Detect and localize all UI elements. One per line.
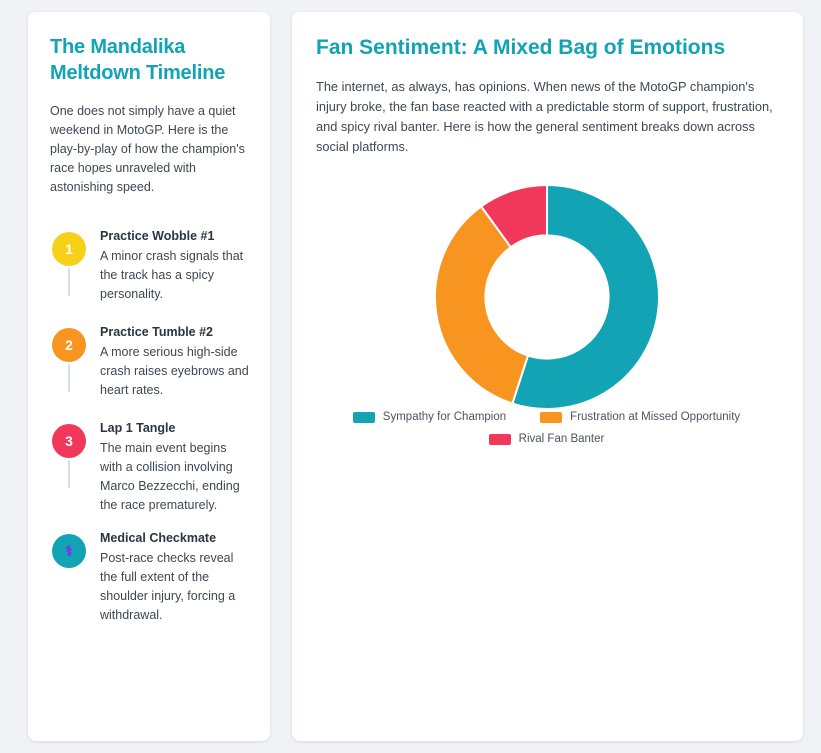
timeline-marker-label: 2 bbox=[65, 337, 73, 353]
timeline-title: The Mandalika Meltdown Timeline bbox=[50, 36, 226, 84]
timeline-item-body bbox=[88, 411, 250, 515]
timeline-connector bbox=[68, 460, 70, 488]
medical-icon bbox=[52, 534, 86, 568]
donut-chart-canvas bbox=[427, 177, 667, 397]
timeline-intro-text: One does not simply have a quiet weekend in MotoGP. Here is the play-by-play of how the champion's race hopes unraveled with astonishing speed. bbox=[50, 104, 245, 194]
timeline-list bbox=[50, 219, 250, 625]
timeline-marker-column bbox=[50, 411, 88, 490]
timeline-marker-label: 3 bbox=[65, 433, 73, 449]
timeline-item-body bbox=[88, 521, 250, 625]
timeline-marker-column bbox=[50, 219, 88, 298]
timeline-item-text: The main event begins with a collision involving Marco Bezzecchi, ending the race prematurely. bbox=[100, 441, 240, 512]
legend-swatch-icon bbox=[353, 412, 375, 423]
timeline-item bbox=[50, 219, 250, 315]
legend-label: Sympathy for Champion bbox=[382, 411, 507, 423]
legend-item[interactable] bbox=[327, 433, 767, 445]
legend-label: Rival Fan Banter bbox=[518, 433, 605, 445]
donut-chart bbox=[316, 163, 777, 721]
timeline-marker-badge bbox=[52, 328, 86, 362]
timeline-marker-badge bbox=[52, 232, 86, 266]
timeline-connector bbox=[68, 364, 70, 392]
timeline-item-text: A more serious high-side crash raises eyebrows and heart rates. bbox=[100, 345, 249, 397]
timeline-connector bbox=[68, 268, 70, 296]
chart-description: The internet, as always, has opinions. When news of the MotoGP champion's injury broke, the fan base reacted with a predictable storm of support, frustration, and spicy rival banter. Here is how the general sentiment breaks down across social platforms. bbox=[316, 79, 773, 154]
legend-label: Frustration at Missed Opportunity bbox=[570, 411, 741, 423]
timeline-marker-column bbox=[50, 315, 88, 394]
timeline-item-heading: Medical Checkmate bbox=[100, 531, 217, 545]
timeline-item-text: Post-race checks reveal the full extent of the shoulder injury, forcing a withdrawal. bbox=[100, 551, 236, 622]
caduceus-icon-label: ⚕ bbox=[64, 542, 74, 560]
timeline-marker-label: 1 bbox=[65, 241, 73, 257]
chart-title: Fan Sentiment: A Mixed Bag of Emotions bbox=[316, 36, 726, 59]
timeline-item-heading: Practice Tumble #2 bbox=[100, 325, 214, 339]
timeline-marker-column bbox=[50, 521, 88, 568]
timeline-item-body bbox=[88, 315, 250, 400]
legend-swatch-icon bbox=[489, 434, 511, 445]
timeline-item bbox=[50, 521, 250, 625]
timeline-item-heading: Practice Wobble #1 bbox=[100, 229, 215, 243]
timeline-item-heading: Lap 1 Tangle bbox=[100, 421, 176, 435]
timeline-item-text: A minor crash signals that the track has a spicy personality. bbox=[100, 249, 244, 301]
timeline-item-body bbox=[88, 219, 250, 304]
timeline-marker-badge bbox=[52, 424, 86, 458]
timeline-card bbox=[28, 12, 270, 741]
sentiment-card bbox=[292, 12, 803, 741]
timeline-item bbox=[50, 411, 250, 521]
timeline-item bbox=[50, 315, 250, 411]
donut-svg bbox=[427, 177, 667, 417]
